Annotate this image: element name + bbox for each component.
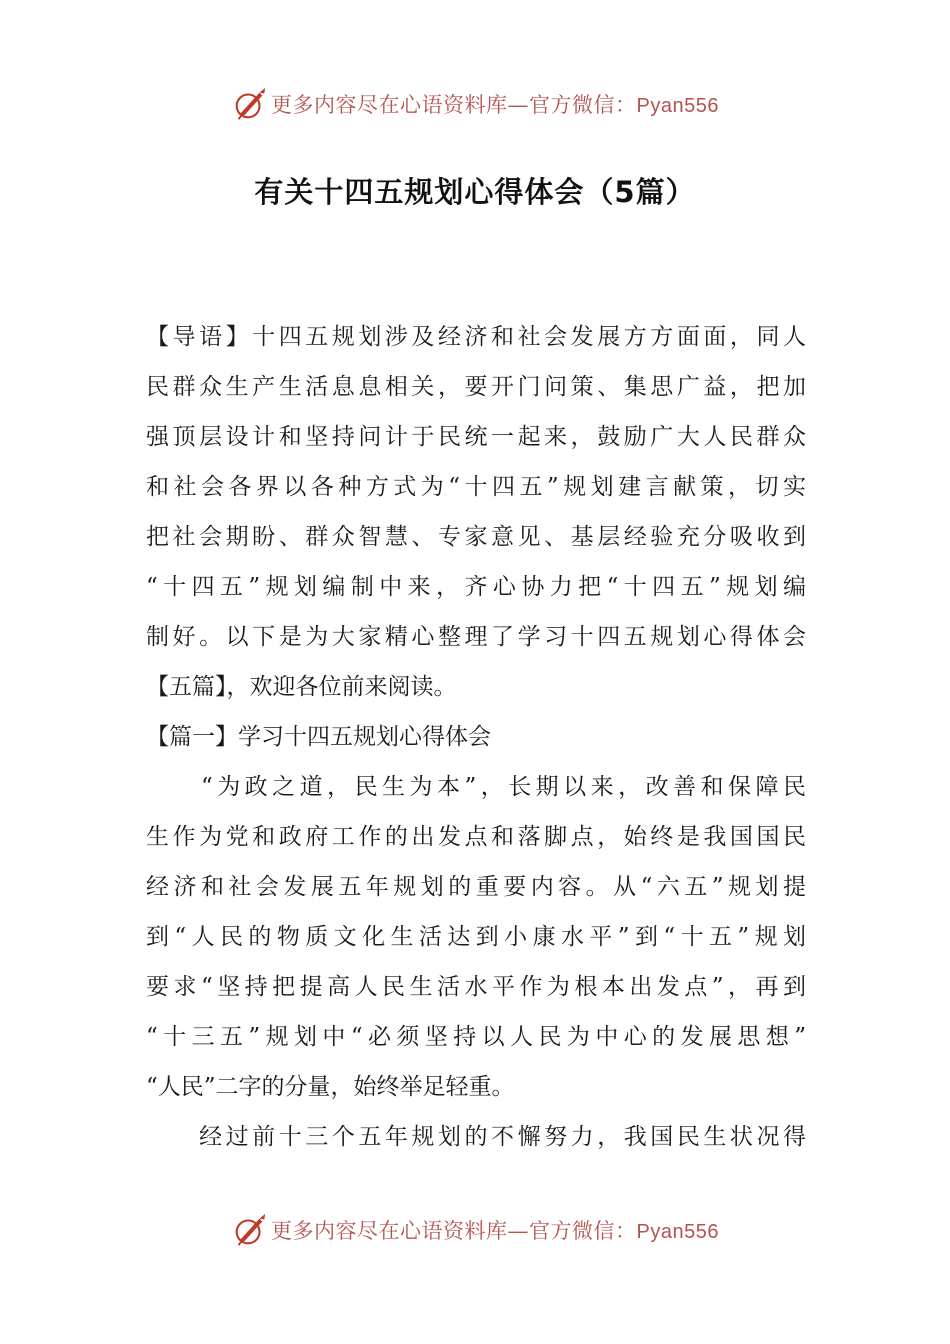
document-title: 有关十四五规划心得体会（5篇） [254, 175, 696, 209]
text-line: 【篇一】学习十四五规划心得体会 [146, 724, 491, 750]
text-line: 强顶层设计和坚持问计于民统一起来，鼓励广大人民群众 [146, 424, 806, 450]
text-line: 到“人民的物质文化生活达到小康水平”到“十五”规划 [146, 924, 806, 950]
text-line: 【五篇】，欢迎各位前来阅读。 [146, 674, 457, 700]
text-line: “十四五”规划编制中来，齐心协力把“十四五”规划编 [146, 574, 806, 600]
quill-pen-logo-icon [231, 85, 269, 123]
text-line: 要求“坚持把提高人民生活水平作为根本出发点”，再到 [146, 974, 806, 1000]
banner-text: 更多内容尽在心语资料库—官方微信： [271, 93, 637, 117]
wechat-id: Pyan556 [636, 95, 719, 117]
text-line: 民群众生产生活息息相关，要开门问策、集思广益，把加 [146, 374, 806, 400]
text-line: 和社会各界以各种方式为“十四五”规划建言献策，切实 [146, 474, 806, 500]
text-line: 把社会期盼、群众智慧、专家意见、基层经验充分吸收到 [146, 524, 806, 550]
wechat-id: Pyan556 [636, 1221, 719, 1243]
banner-text: 更多内容尽在心语资料库—官方微信： [271, 1219, 637, 1243]
text-line: “人民”二字的分量，始终举足轻重。 [146, 1074, 515, 1100]
text-line: 制好。以下是为大家精心整理了学习十四五规划心得体会 [146, 624, 806, 650]
footer-banner [0, 1210, 950, 1250]
document-body [146, 312, 806, 1162]
header-banner [0, 84, 950, 124]
text-line: “为政之道，民生为本”，长期以来，改善和保障民 [146, 774, 806, 800]
text-line: 生作为党和政府工作的出发点和落脚点，始终是我国国民 [146, 824, 806, 850]
text-line: 经过前十三个五年规划的不懈努力，我国民生状况得 [146, 1124, 806, 1150]
text-line: 【导语】十四五规划涉及经济和社会发展方方面面，同人 [146, 324, 806, 350]
quill-pen-logo-icon [231, 1211, 269, 1249]
text-line: “十三五”规划中“必须坚持以人民为中心的发展思想” [146, 1024, 806, 1050]
text-line: 经济和社会发展五年规划的重要内容。从“六五”规划提 [146, 874, 806, 900]
